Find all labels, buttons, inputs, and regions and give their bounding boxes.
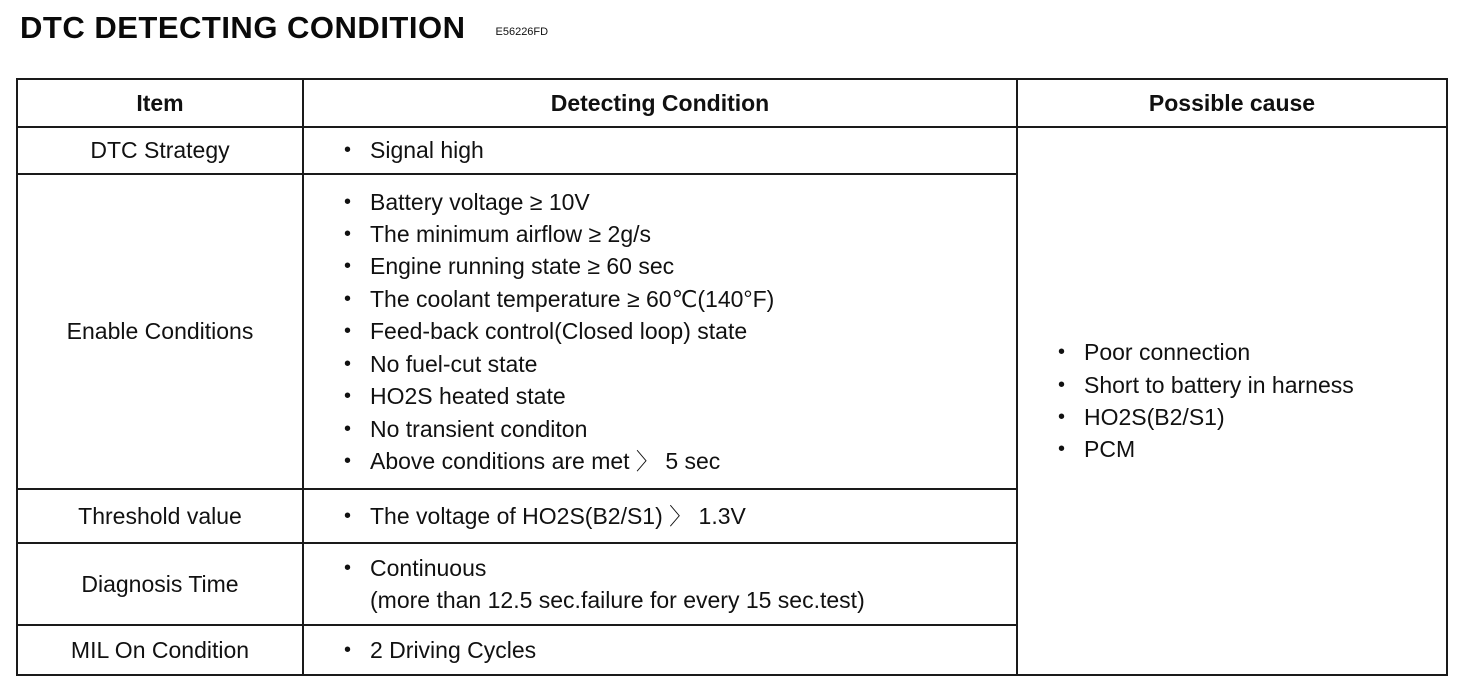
list-item: • Signal high [342, 134, 1016, 166]
condition-note: (more than 12.5 sec.failure for every 15 sec.test) [370, 587, 865, 614]
condition-cell [303, 625, 1017, 675]
item-cell: Diagnosis Time [17, 543, 303, 625]
list-item: • Engine running state ≥ 60 sec [342, 250, 1016, 282]
possible-cause-list [1056, 336, 1446, 466]
condition-cell [303, 543, 1017, 625]
item-cell: Enable Conditions [17, 174, 303, 489]
list-item: • No transient conditon [342, 413, 1016, 445]
list-item: • Above conditions are met 〉 5 sec [342, 445, 1016, 477]
item-cell: Threshold value [17, 489, 303, 543]
condition-list [342, 186, 1016, 478]
condition-list [342, 134, 1016, 166]
list-item: • PCM [1056, 433, 1446, 465]
list-item: • The coolant temperature ≥ 60℃(140°F) [342, 283, 1016, 315]
table-header-row [17, 79, 1447, 127]
header-possible-cause: Possible cause [1017, 79, 1447, 127]
document-code: E56226FD [495, 26, 549, 38]
list-item: • HO2S(B2/S1) [1056, 401, 1446, 433]
dtc-condition-table [16, 78, 1448, 676]
list-item: • HO2S heated state [342, 380, 1016, 412]
list-item: • Continuous [342, 552, 1016, 584]
item-cell: MIL On Condition [17, 625, 303, 675]
list-item: • The voltage of HO2S(B2/S1) 〉 1.3V [342, 500, 1016, 532]
header-detecting-condition: Detecting Condition [303, 79, 1017, 127]
list-item: • Poor connection [1056, 336, 1446, 368]
condition-list [342, 634, 1016, 666]
list-item: • Short to battery in harness [1056, 369, 1446, 401]
header-item: Item [17, 79, 303, 127]
item-cell: DTC Strategy [17, 127, 303, 174]
page-title: DTC DETECTING CONDITION [20, 10, 466, 45]
condition-cell [303, 174, 1017, 489]
list-item: • No fuel-cut state [342, 348, 1016, 380]
condition-list [342, 500, 1016, 532]
condition-cell [303, 127, 1017, 174]
list-item: • Battery voltage ≥ 10V [342, 186, 1016, 218]
title-row [20, 6, 548, 50]
list-item: • Feed-back control(Closed loop) state [342, 315, 1016, 347]
possible-cause-cell [1017, 127, 1447, 675]
list-item: • The minimum airflow ≥ 2g/s [342, 218, 1016, 250]
condition-list [342, 552, 1016, 584]
table-row [17, 127, 1447, 174]
list-item: • 2 Driving Cycles [342, 634, 1016, 666]
condition-cell [303, 489, 1017, 543]
